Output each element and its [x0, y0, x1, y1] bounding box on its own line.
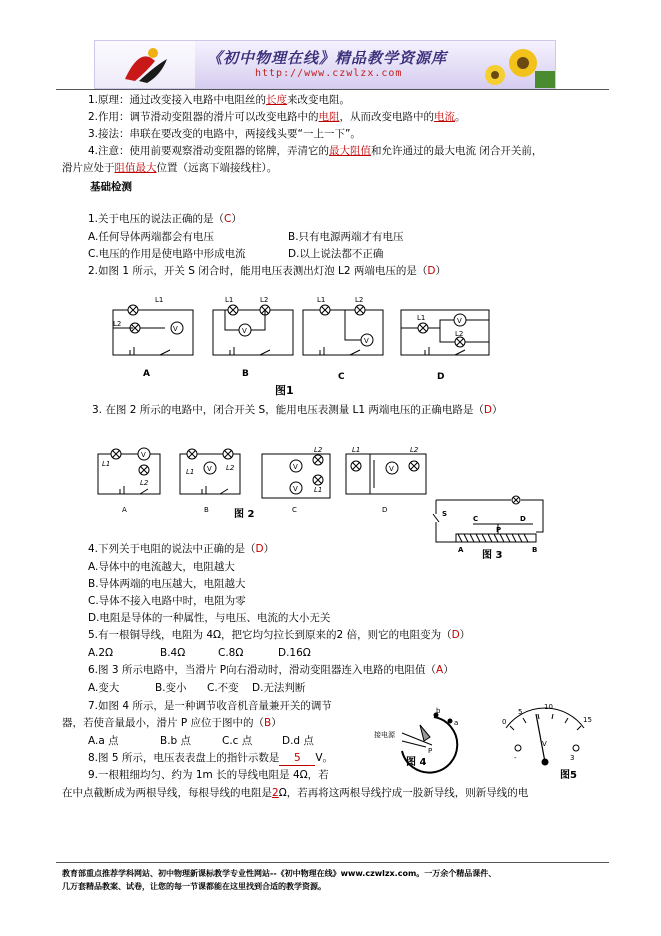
q7-close: ）: [271, 717, 282, 729]
point-4-cont: [62, 161, 277, 175]
point-4b-text: 滑片应处于: [62, 162, 115, 174]
q5-option-b: B.4Ω: [160, 647, 186, 659]
footer-rule: [56, 862, 609, 863]
point-1: [88, 93, 350, 107]
svg-text:a: a: [454, 719, 459, 727]
point-2-text: 2.作用：调节滑动变阻器的滑片可以改变电路中的: [88, 111, 319, 123]
svg-text:L2: L2: [140, 479, 149, 487]
q3-close: ）: [492, 404, 503, 416]
q8-stem: [88, 751, 333, 766]
q6-stem: [88, 663, 454, 677]
svg-text:5: 5: [518, 708, 523, 716]
q5-option-a: A.2Ω: [88, 647, 114, 659]
svg-text:C: C: [473, 515, 479, 523]
svg-text:P: P: [496, 526, 502, 534]
svg-text:L1: L1: [186, 468, 195, 476]
svg-text:S: S: [442, 510, 448, 518]
svg-text:15: 15: [583, 716, 592, 724]
q9-stem-1: 9.一根粗细均匀、约为 1m 长的导线电阻是 4Ω，若: [88, 769, 329, 781]
svg-text:V: V: [389, 465, 394, 473]
point-4-highlight: 最大阻值: [329, 145, 372, 157]
q1-stem-text: 1.关于电压的说法正确的是（: [88, 213, 225, 225]
svg-text:P: P: [428, 747, 433, 755]
svg-text:L2: L2: [455, 330, 464, 338]
q7-answer: B: [264, 717, 272, 729]
svg-text:L2: L2: [260, 296, 269, 304]
fig1-label-a: A: [143, 369, 150, 379]
svg-text:L1: L1: [417, 314, 426, 322]
svg-text:L1: L1: [225, 296, 234, 304]
fig2-caption: 图 2: [234, 509, 255, 520]
figure-4-volume-knob: [372, 705, 467, 775]
svg-text:D: D: [520, 515, 526, 523]
q6-stem-text: 6.图 3 所示电路中，当滑片 P向右滑动时，滑动变阻器连入电路的电阻值（: [88, 664, 437, 676]
svg-text:L2: L2: [410, 446, 419, 454]
q7-stem-text: 器，若使音量最小，滑片 P 应位于图中的（: [62, 717, 265, 729]
svg-text:V: V: [364, 337, 369, 345]
q7-stem-2: [62, 716, 282, 730]
q4-option-b: B.导体两端的电压越大，电阻越大: [88, 578, 246, 590]
point-2-highlight-2: 电流: [434, 111, 456, 123]
q4-option-d: D.电阻是导体的一种属性，与电压、电流的大小无关: [88, 612, 331, 624]
point-1-highlight: 长度: [266, 94, 288, 106]
svg-text:b: b: [436, 707, 441, 715]
fig2-label-d: D: [382, 506, 388, 514]
svg-text:B: B: [532, 546, 538, 554]
section-title: 基础检测: [90, 181, 132, 193]
fig5-caption: 图5: [560, 770, 577, 780]
point-2-mid: ，从而改变电路中的: [339, 111, 435, 123]
point-2-highlight-1: 电阻: [318, 111, 340, 123]
q8-unit: V。: [315, 752, 334, 764]
q7-option-d: D.d 点: [282, 735, 314, 747]
svg-text:L1: L1: [317, 296, 326, 304]
q1-stem: [88, 212, 242, 226]
figure-2-circuits: [92, 440, 432, 520]
q1-close: ）: [231, 213, 242, 225]
svg-text:L1: L1: [155, 296, 164, 304]
banner-title: 《初中物理在线》精品教学资源库: [207, 49, 448, 67]
q1-option-b: B.只有电源两端才有电压: [288, 231, 404, 243]
q5-stem: [88, 628, 470, 642]
q4-stem: [88, 542, 274, 556]
banner-url: http://www.czwlzx.com: [255, 68, 403, 79]
header-banner: [94, 40, 556, 89]
svg-text:L2: L2: [314, 446, 323, 454]
q7-option-c: C.c 点: [222, 735, 253, 747]
point-4b-highlight: 阻值最大: [114, 162, 157, 174]
svg-text:0: 0: [502, 718, 507, 726]
fig1-label-b: B: [242, 369, 249, 379]
svg-text:L1: L1: [314, 486, 323, 494]
fig3-caption: 图 3: [482, 550, 503, 560]
q8-stem-text: 8.图 5 所示，电压表表盘上的指针示数是: [88, 752, 280, 764]
svg-text:V: V: [207, 465, 212, 473]
svg-text:L2: L2: [113, 320, 122, 328]
q4-option-a: A.导体中的电流越大，电阻越大: [88, 561, 235, 573]
q5-close: ）: [459, 629, 471, 641]
svg-text:V: V: [542, 740, 547, 748]
point-2-end: 。: [455, 111, 466, 123]
svg-text:V: V: [141, 451, 146, 459]
svg-text:V: V: [457, 317, 462, 325]
q3-stem: [92, 403, 503, 417]
q6-option-d: D.无法判断: [252, 682, 306, 694]
q3-stem-text: 3. 在图 2 所示的电路中，闭合开关 S，能用电压表测量 L1 两端电压的正确电路是（: [92, 404, 484, 416]
q5-answer: D: [451, 629, 460, 641]
q7-option-a: A.a 点: [88, 735, 119, 747]
svg-text:L1: L1: [352, 446, 361, 454]
svg-text:L1: L1: [102, 460, 111, 468]
point-2: [88, 110, 466, 124]
q7-stem-1: 7.如图 4 所示，是一种调节收音机音量兼开关的调节: [88, 700, 332, 712]
q6-close: ）: [443, 664, 454, 676]
fig2-label-c: C: [292, 506, 297, 514]
point-4-mid: 和允许通过的最大电流 闭合开关前，: [371, 145, 543, 157]
fig1-caption: 图1: [275, 384, 294, 397]
q4-option-c: C.导体不接入电路中时，电阻为零: [88, 595, 246, 607]
header-rule: [56, 89, 609, 90]
q6-option-b: B.变小: [155, 682, 187, 694]
point-1-text: 1.原理：通过改变接入电路中电阻丝的: [88, 94, 267, 106]
q2-answer: D: [427, 265, 436, 277]
svg-text:V: V: [293, 463, 298, 471]
figure-3-rheostat: [428, 488, 548, 560]
q4-close: ）: [263, 543, 275, 555]
fig2-label-a: A: [122, 506, 127, 514]
q1-option-a: A.任何导体两端都会有电压: [88, 231, 214, 243]
svg-text:L2: L2: [355, 296, 364, 304]
q5-option-d: D.16Ω: [278, 647, 311, 659]
svg-text:-: -: [514, 754, 517, 762]
q3-answer: D: [483, 404, 493, 416]
q2-stem: [88, 264, 446, 278]
footer-line-2: 几万套精品教案、试卷，让您的每一节课都能在这里找到合适的教学资源。: [62, 882, 326, 891]
fig2-label-b: B: [204, 506, 209, 514]
q2-close: ）: [435, 265, 447, 277]
point-4: [88, 144, 542, 158]
figure-1-circuits: [105, 290, 500, 400]
svg-text:10: 10: [544, 703, 553, 711]
q9-stem-text: 在中点截断成为两根导线，每根导线的电阻是: [62, 787, 272, 799]
svg-text:V: V: [242, 327, 247, 335]
q5-option-c: C.8Ω: [218, 647, 244, 659]
fig4-label: 接电源: [374, 731, 395, 739]
q1-answer: C: [224, 213, 232, 225]
svg-text:V: V: [173, 325, 178, 333]
q9-stem-2: [62, 786, 528, 800]
q2-stem-text: 2.如图 1 所示，开关 S 闭合时，能用电压表测出灯泡 L2 两端电压的是（: [88, 265, 428, 277]
svg-text:V: V: [293, 485, 298, 493]
svg-text:3: 3: [570, 754, 575, 762]
point-1-end: 来改变电阻。: [287, 94, 351, 106]
q7-option-b: B.b 点: [160, 735, 192, 747]
point-4b-end: 位置（远离下端接线柱）。: [156, 162, 278, 174]
q6-answer: A: [436, 664, 444, 676]
fig4-caption: 图 4: [406, 757, 427, 768]
fig1-label-c: C: [338, 372, 345, 382]
q4-answer: D: [255, 543, 264, 555]
svg-text:A: A: [458, 546, 464, 554]
q1-option-d: D.以上说法都不正确: [288, 248, 384, 260]
q9-answer: 2: [272, 787, 279, 799]
footer-line-1: 教育部重点推荐学科网站、初中物理新课标教学专业性网站--《初中物理在线》www.czwlzx.com。一万余个精品课件、: [62, 869, 497, 878]
q5-stem-text: 5.有一根铜导线，电阻为 4Ω，把它均匀拉长到原来的2 倍，则它的电阻变为（: [88, 629, 452, 641]
q6-option-c: C.不变: [207, 682, 239, 694]
q9-stem-end: Ω，若再将这两根导线拧成一股新导线，则新导线的电: [278, 787, 529, 799]
point-3: 3.接法：串联在要改变的电路中，两接线头要“一上一下”。: [88, 128, 361, 140]
q8-answer: 5: [279, 751, 315, 766]
q1-option-c: C.电压的作用是使电路中形成电流: [88, 248, 246, 260]
svg-text:L2: L2: [226, 464, 235, 472]
figure-5-voltmeter: [488, 700, 598, 780]
q6-option-a: A.变大: [88, 682, 120, 694]
fig1-label-d: D: [437, 372, 445, 382]
q4-stem-text: 4.下列关于电阻的说法中正确的是（: [88, 543, 256, 555]
point-4-text: 4.注意：使用前要观察滑动变阻器的铭牌，弄清它的: [88, 145, 330, 157]
